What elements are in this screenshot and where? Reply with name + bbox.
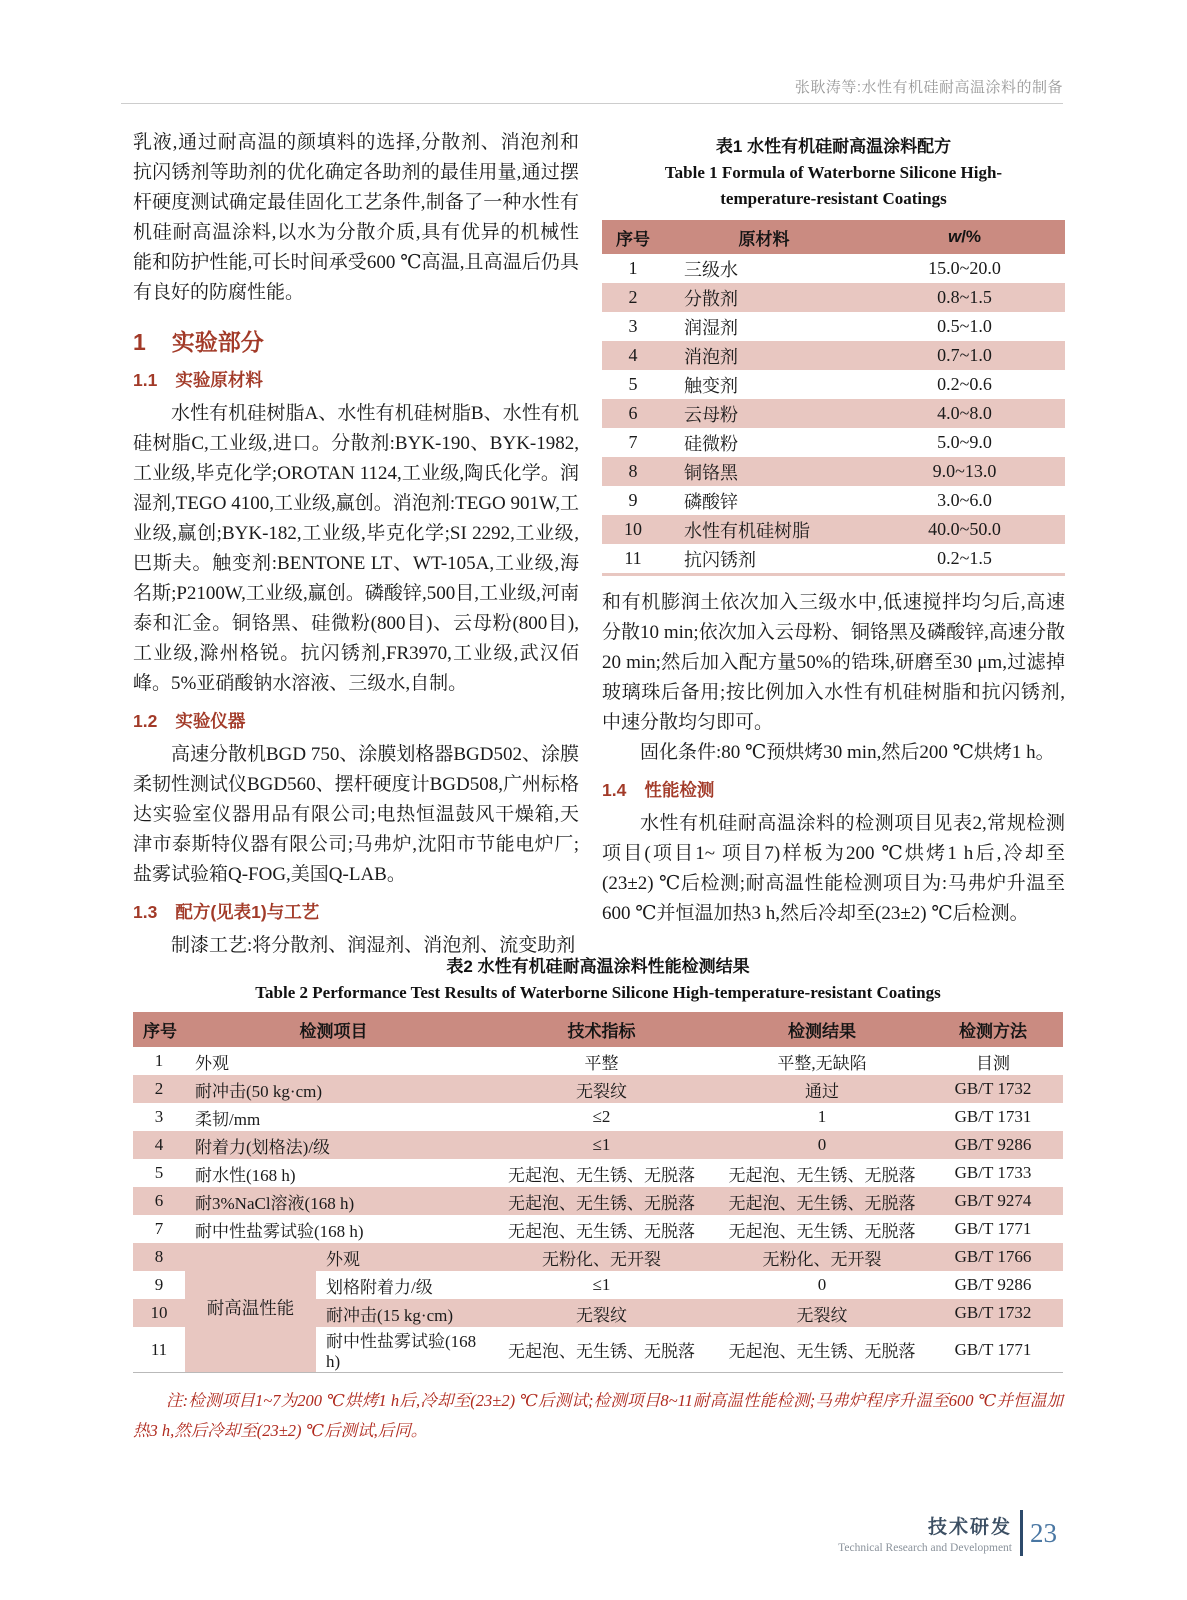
cell-item: 耐中性盐雾试验(168 h) [195, 1221, 364, 1241]
table-row [602, 283, 1065, 312]
cell-material: 润湿剂 [684, 317, 738, 338]
cell-value: 0.8~1.5 [864, 283, 1065, 312]
cell-value: 0.5~1.0 [937, 316, 992, 336]
cell-method: GB/T 1731 [954, 1107, 1032, 1126]
cell-material: 硅微粉 [684, 433, 738, 454]
footer-section-zh: 技术研发 [927, 1517, 1012, 1538]
cell-spec: ≤2 [592, 1107, 611, 1126]
page-number: 23 [1030, 1517, 1057, 1548]
section-1-4-number: 1.4 [602, 780, 627, 800]
section-1-1-number: 1.1 [133, 370, 158, 390]
section-1-3-paragraph: 制漆工艺:将分散剂、润湿剂、消泡剂、流变助剂 [171, 935, 576, 956]
left-column [133, 128, 579, 961]
cell-material: 三级水 [684, 259, 738, 280]
table-row [133, 1131, 1063, 1159]
two-column-body [133, 128, 1065, 961]
section-1-title: 实验部分 [171, 329, 264, 355]
table-1-title-en [602, 160, 1065, 212]
section-1-2-number: 1.2 [133, 711, 158, 731]
cell-value: 9.0~13.0 [864, 457, 1065, 486]
cell-item: 外观 [195, 1053, 229, 1073]
table-row [602, 544, 1065, 575]
cell-no: 3 [628, 316, 638, 336]
cell-value: 40.0~50.0 [864, 515, 1065, 544]
section-1-2-title: 实验仪器 [175, 711, 246, 731]
table-1-title-zh: 表1 水性有机硅耐高温涂料配方 [715, 137, 952, 156]
cell-value: 0.2~0.6 [937, 374, 992, 394]
cell-result: 无起泡、无生锈、无脱落 [728, 1342, 916, 1361]
table-row [133, 1243, 1063, 1271]
section-1-3-heading [133, 899, 579, 924]
cell-no: 1 [154, 1051, 164, 1070]
cell-no: 7 [628, 432, 638, 452]
process-paragraph: 和有机膨润土依次加入三级水中,低速搅拌均匀后,高速分散10 min;依次加入云母粉、铜铬黑及磷酸锌,高速分散20 min;然后加入配方量50%的锆珠,研磨至30 μm,过滤掉玻璃珠后备用;按比例加入水性有机硅树脂和抗闪锈剂,中速分散均匀即可。 [602, 592, 1065, 733]
table-2-title-en: Table 2 Performance Test Results of Waterborne Silicone High-temperature-resistant Coatings [255, 983, 941, 1002]
cell-method: GB/T 9274 [923, 1187, 1063, 1215]
cell-no: 2 [133, 1075, 185, 1103]
table-2-header-item: 检测项目 [185, 1012, 482, 1047]
section-1-1-paragraph: 水性有机硅树脂A、水性有机硅树脂B、水性有机硅树脂C,工业级,进口。分散剂:BYK-190、BYK-1982,工业级,毕克化学;OROTAN 1124,工业级,陶氏化学。润湿剂,TEGO 4100,工业级,赢创。消泡剂:TEGO 901W,工业级,赢创;BYK-182,工业级,毕克化学;SI 2292,工业级,巴斯夫。触变剂:BENTONE LT、WT-105A,工业级,海名斯;P2100W,工业级,赢创。磷酸锌,500目,工业级,河南泰和汇金。铜铬黑、硅微粉(800目)、云母粉(800目),工业级,滁州格锐。抗闪锈剂,FR3970,工业级,武汉佰峰。5%亚硝酸钠水溶液、三级水,自制。 [133, 403, 579, 694]
cell-item: 耐水性(168 h) [195, 1165, 296, 1185]
cell-no: 2 [602, 283, 664, 312]
cell-spec: 无起泡、无生锈、无脱落 [482, 1187, 721, 1215]
table-row [133, 1075, 1063, 1103]
cell-no: 11 [624, 548, 642, 568]
cell-material: 水性有机硅树脂 [664, 515, 864, 544]
table-row [133, 1047, 1063, 1075]
cell-no: 9 [154, 1275, 164, 1294]
cell-value: 0.2~1.5 [937, 548, 992, 568]
cell-no: 6 [602, 399, 664, 428]
footer-divider [1020, 1510, 1023, 1556]
cell-no: 5 [154, 1163, 164, 1182]
cell-item: 外观 [316, 1243, 482, 1271]
table-row [602, 486, 1065, 515]
table-2-section [133, 948, 1063, 1463]
cell-result: 0 [721, 1131, 923, 1159]
cell-item: 柔韧/mm [195, 1109, 261, 1129]
table-2-header-spec: 技术指标 [482, 1012, 721, 1047]
cell-spec: ≤1 [592, 1275, 611, 1294]
cell-item: 耐中性盐雾试验(168 h) [326, 1332, 477, 1371]
cell-material: 铜铬黑 [664, 457, 864, 486]
cell-item: 耐冲击(15 kg·cm) [316, 1299, 482, 1327]
table-1-header-material: 原材料 [664, 220, 864, 254]
cell-result: 平整,无缺陷 [777, 1053, 867, 1073]
table-2 [133, 1012, 1063, 1373]
cell-spec: 平整 [584, 1053, 619, 1073]
cell-value: 5.0~9.0 [937, 432, 992, 452]
section-1-4-heading [602, 777, 1065, 802]
table-row [133, 1103, 1063, 1131]
table-row [602, 399, 1065, 428]
table-1 [602, 220, 1065, 576]
cell-method: GB/T 1733 [954, 1163, 1032, 1182]
table-1-header-w: w [947, 227, 962, 246]
cell-result: 通过 [721, 1075, 923, 1103]
page-footer [838, 1510, 1057, 1556]
cell-material: 分散剂 [664, 283, 864, 312]
cell-no: 4 [602, 341, 664, 370]
cell-method: 目测 [976, 1053, 1010, 1073]
table-2-header-result: 检测结果 [721, 1012, 923, 1047]
section-1-3-title: 配方(见表1)与工艺 [175, 902, 320, 922]
table-row [133, 1159, 1063, 1187]
table-row [602, 428, 1065, 457]
cell-no: 9 [628, 490, 638, 510]
intro-paragraph: 乳液,通过耐高温的颜填料的选择,分散剂、消泡剂和抗闪锈剂等助剂的优化确定各助剂的最佳用量,通过摆杆硬度测试确定最佳固化工艺条件,制备了一种水性有机硅耐高温涂料,以水为分散介质,具有优异的机械性能和防护性能,可长时间承受600 ℃高温,且高温后仍具有良好的防腐性能。 [133, 132, 579, 303]
cell-value: 0.7~1.0 [864, 341, 1065, 370]
cell-result: 无裂纹 [721, 1299, 923, 1327]
right-column [602, 128, 1065, 961]
cell-no: 7 [154, 1219, 164, 1238]
cell-material: 抗闪锈剂 [684, 549, 756, 570]
cell-result: 1 [817, 1107, 827, 1126]
table-2-header-row [133, 1012, 1063, 1047]
cell-spec: ≤1 [482, 1131, 721, 1159]
cell-value: 4.0~8.0 [864, 399, 1065, 428]
section-1-1-title: 实验原材料 [175, 370, 263, 390]
footer-section-en: Technical Research and Development [838, 1542, 1012, 1554]
table-2-note: 注:检测项目1~7为200 ℃烘烤1 h后,冷却至(23±2) ℃后测试;检测项目8~11耐高温性能检测;马弗炉程序升温至600 ℃并恒温加热3 h,然后冷却至(23±2) ℃后测试,后同。 [133, 1391, 1063, 1440]
section-1-4-paragraph: 水性有机硅耐高温涂料的检测项目见表2,常规检测项目(项目1~ 项目7)样板为200 ℃烘烤1 h后,冷却至(23±2) ℃后检测;耐高温性能检测项目为:马弗炉升温至600 ℃并恒温加热3 h,然后冷却至(23±2) ℃后检测。 [602, 813, 1065, 924]
cell-item: 划格附着力/级 [326, 1277, 433, 1297]
cell-item: 附着力(划格法)/级 [185, 1131, 482, 1159]
cell-result: 无起泡、无生锈、无脱落 [721, 1187, 923, 1215]
cell-spec: 无裂纹 [482, 1299, 721, 1327]
cell-material: 消泡剂 [664, 341, 864, 370]
section-1-1-heading [133, 367, 579, 392]
cell-no: 5 [628, 374, 638, 394]
cell-method: GB/T 1771 [954, 1339, 1032, 1359]
section-1-2-paragraph: 高速分散机BGD 750、涂膜划格器BGD502、涂膜柔韧性测试仪BGD560、摆杆硬度计BGD508,广州标格达实验室仪器用品有限公司;电热恒温鼓风干燥箱,天津市泰斯特仪器有限公司;马弗炉,沈阳市节能电炉厂;盐雾试验箱Q-FOG,美国Q-LAB。 [133, 744, 579, 885]
curing-paragraph: 固化条件:80 ℃预烘烤30 min,然后200 ℃烘烤1 h。 [640, 742, 1055, 763]
header-rule [121, 103, 1063, 104]
table-row [602, 341, 1065, 370]
table-1-header-pct: /% [961, 227, 982, 246]
table-2-header-no: 序号 [133, 1012, 185, 1047]
table-2-header-method: 检测方法 [923, 1012, 1063, 1047]
cell-spec: 无起泡、无生锈、无脱落 [508, 1221, 695, 1241]
table-row [602, 457, 1065, 486]
cell-no: 8 [133, 1243, 185, 1271]
table-row [133, 1215, 1063, 1243]
table-row [133, 1187, 1063, 1215]
cell-item: 耐3%NaCl溶液(168 h) [185, 1187, 482, 1215]
section-1-number: 1 [133, 329, 146, 355]
cell-spec: 无粉化、无开裂 [482, 1243, 721, 1271]
cell-result: 无粉化、无开裂 [721, 1243, 923, 1271]
section-1-2-heading [133, 708, 579, 733]
running-header: 张耿涛等:水性有机硅耐高温涂料的制备 [794, 79, 1063, 96]
table-row [602, 370, 1065, 399]
cell-no: 10 [602, 515, 664, 544]
cell-no: 10 [133, 1299, 185, 1327]
cell-result: 无起泡、无生锈、无脱落 [728, 1221, 916, 1241]
cell-method: GB/T 1732 [923, 1299, 1063, 1327]
cell-method: GB/T 9286 [954, 1275, 1032, 1294]
cell-method: GB/T 1732 [923, 1075, 1063, 1103]
cell-no: 6 [133, 1187, 185, 1215]
section-1-3-number: 1.3 [133, 902, 158, 922]
section-1-heading [133, 324, 579, 357]
table-1-header-wpct [864, 220, 1065, 254]
cell-method: GB/T 1766 [923, 1243, 1063, 1271]
cell-no: 4 [133, 1131, 185, 1159]
cell-spec: 无起泡、无生锈、无脱落 [508, 1342, 695, 1361]
table-2-title-zh: 表2 水性有机硅耐高温涂料性能检测结果 [446, 957, 750, 976]
table-1-header-no: 序号 [602, 220, 664, 254]
cell-method: GB/T 9286 [923, 1131, 1063, 1159]
cell-group-heat-resistance: 耐高温性能 [185, 1243, 316, 1373]
cell-value: 3.0~6.0 [937, 490, 992, 510]
cell-result: 0 [817, 1275, 827, 1294]
table-row [602, 515, 1065, 544]
section-1-4-title: 性能检测 [644, 780, 715, 800]
cell-no: 3 [154, 1107, 164, 1126]
table-row [602, 312, 1065, 341]
cell-no: 1 [628, 258, 638, 278]
cell-value: 15.0~20.0 [928, 258, 1001, 278]
table-1-title-en-line2: temperature-resistant Coatings [720, 189, 947, 208]
table-row [602, 254, 1065, 283]
cell-material: 云母粉 [664, 399, 864, 428]
table-1-header-row [602, 220, 1065, 254]
cell-spec: 无起泡、无生锈、无脱落 [508, 1165, 695, 1185]
cell-material: 触变剂 [684, 375, 738, 396]
footer-labels [838, 1512, 1012, 1554]
table-1-title-en-line1: Table 1 Formula of Waterborne Silicone High- [664, 163, 1003, 182]
cell-item: 耐冲击(50 kg·cm) [185, 1075, 482, 1103]
cell-no: 11 [150, 1339, 168, 1359]
cell-result: 无起泡、无生锈、无脱落 [728, 1165, 916, 1185]
cell-no: 8 [602, 457, 664, 486]
cell-material: 磷酸锌 [684, 491, 738, 512]
cell-spec: 无裂纹 [482, 1075, 721, 1103]
cell-method: GB/T 1771 [954, 1219, 1032, 1238]
